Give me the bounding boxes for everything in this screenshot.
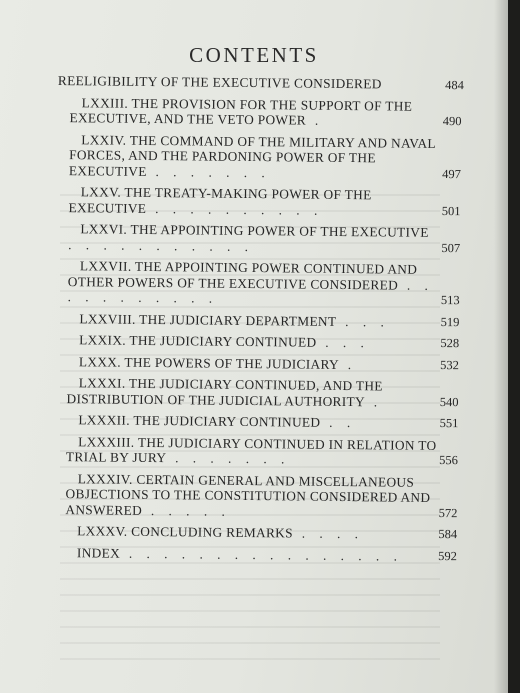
leader-dots: . — [306, 112, 324, 128]
entry-title: LXXX. THE POWERS OF THE JUDICIARY — [78, 353, 340, 372]
leader-dots: . . . — [316, 334, 370, 351]
entry-title: REELIGIBILITY OF THE EXECUTIVE CONSIDERED — [57, 73, 382, 92]
leader-dots: . . . . . . . . . . . . . . . . — [120, 545, 403, 564]
toc-entry — [53, 470, 458, 521]
toc-entry — [57, 131, 462, 182]
leader-dots: . — [364, 393, 383, 409]
toc-entry — [55, 332, 460, 352]
toc-entry — [55, 310, 460, 330]
entry-title: LXXXIII. THE JUDICIARY CONTINUED IN RELATION TO TRIAL BY JURY — [65, 433, 437, 466]
page-number: 551 — [439, 416, 459, 431]
entry-title: LXXXIV. CERTAIN GENERAL AND MISCELLANEOUS OBJECTIONS TO THE CONSTITUTION CONSIDERED AND ANSWERED — [65, 470, 431, 518]
page-number: 501 — [441, 203, 461, 218]
toc-entry — [53, 544, 458, 564]
leader-dots: . . . . . . . . . . . — [68, 236, 254, 254]
toc-entry — [56, 221, 461, 256]
page-number: 532 — [440, 357, 460, 372]
entry-title: LXXV. THE TREATY-MAKING POWER OF THE EXECUTIVE — [68, 184, 372, 216]
leader-dots: . . . . — [292, 525, 364, 542]
page-number: 497 — [442, 166, 462, 181]
page-number: 513 — [440, 293, 460, 308]
leader-dots: . . . — [336, 313, 390, 329]
entry-title: LXXIV. THE COMMAND OF THE MILITARY AND NAVAL FORCES, AND THE PARDONING POWER OF THE EXECUTIVE — [68, 131, 436, 179]
toc-entry — [57, 184, 461, 219]
page-number: 592 — [438, 548, 458, 563]
entry-title: LXXXI. THE JUDICIARY CONTINUED, AND THE DISTRIBUTION OF THE JUDICIAL AUTHORITY — [66, 375, 383, 409]
page-number: 556 — [439, 453, 459, 468]
page-number: 540 — [439, 394, 459, 409]
entry-title: LXXXV. CONCLUDING REMARKS — [77, 523, 294, 541]
toc-entry — [54, 433, 459, 468]
toc-entry — [57, 73, 464, 93]
page-number: 584 — [438, 527, 458, 542]
toc-entry — [56, 258, 460, 309]
contents-list — [53, 73, 464, 570]
entry-title: LXXVI. THE APPOINTING POWER OF THE EXECUTIVE — [80, 221, 429, 240]
page-number: 528 — [440, 336, 460, 351]
page-title: CONTENTS — [189, 43, 319, 67]
leader-dots: . . . . . . . — [146, 163, 271, 180]
leader-dots: . — [338, 356, 357, 372]
toc-entry — [54, 412, 459, 432]
entry-title: LXXIX. THE JUDICIARY CONTINUED — [79, 332, 317, 350]
toc-entry — [53, 523, 458, 543]
entry-title: LXXVIII. THE JUDICIARY DEPARTMENT — [79, 310, 337, 329]
page-number: 519 — [440, 314, 460, 329]
leader-dots: . . . . . . . — [166, 450, 290, 467]
entry-title: LXXIII. THE PROVISION FOR THE SUPPORT OF THE EXECUTIVE, AND THE VETO POWER — [69, 94, 413, 128]
leader-dots: . . . . . . . . . . — [146, 200, 323, 218]
page-number: 484 — [445, 78, 464, 93]
entry-title: LXXXII. THE JUDICIARY CONTINUED — [78, 412, 321, 430]
page-number: 507 — [441, 240, 461, 255]
entry-title: LXXVII. THE APPOINTING POWER CONTINUED AND OTHER POWERS OF THE EXECUTIVE CONSIDERED — [67, 258, 418, 293]
leader-dots: . . . . . . . . . . . — [67, 277, 434, 306]
toc-entry — [57, 94, 462, 129]
toc-entry — [55, 375, 459, 410]
page-number: 572 — [438, 505, 458, 520]
page-number: 490 — [442, 114, 462, 129]
leader-dots: . . . . . — [142, 502, 231, 519]
entry-title: INDEX — [76, 544, 121, 561]
leader-dots: . . — [320, 414, 356, 431]
toc-entry — [55, 353, 460, 373]
